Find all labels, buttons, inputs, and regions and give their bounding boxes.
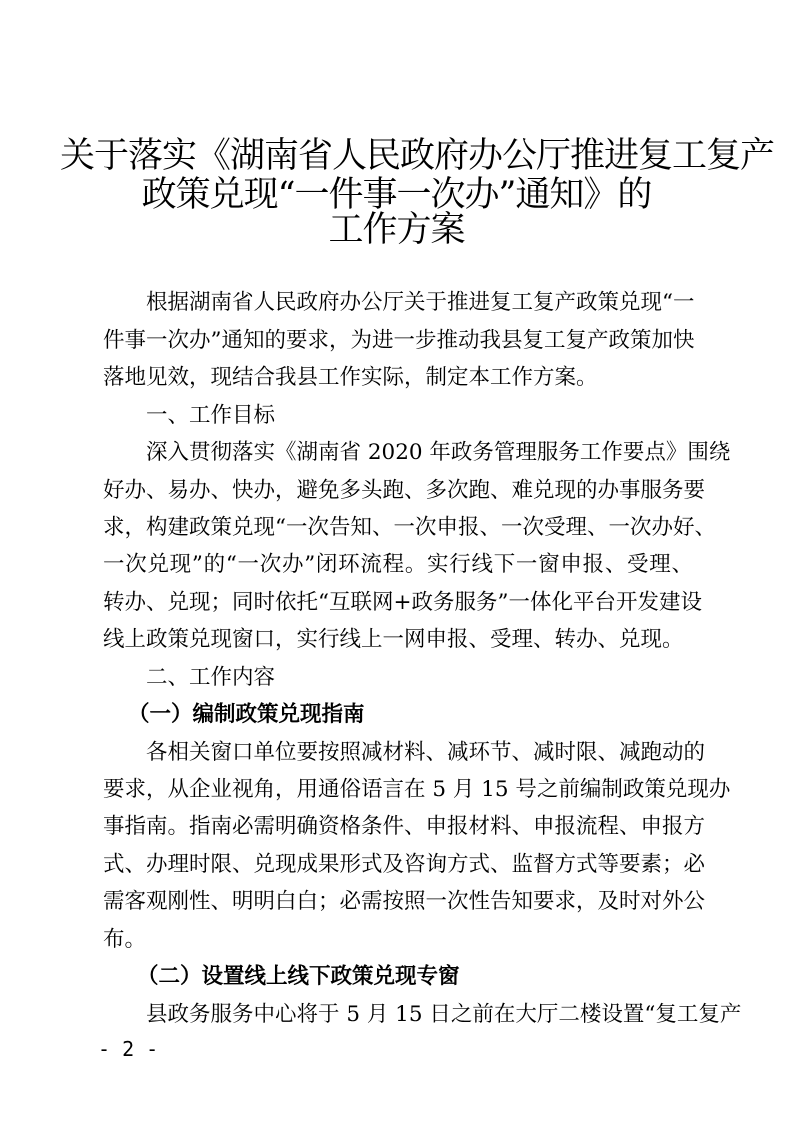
section-1-line: 一次兑现”的“一次办”闭环流程。实行线下一窗申报、受理、 bbox=[103, 552, 693, 577]
subsection-1-line: 各相关窗口单位要按照减材料、减环节、减时限、减跑动的 bbox=[146, 740, 706, 765]
document-title-line-1: 关于落实《湖南省人民政府办公厅推进复工复产 bbox=[60, 136, 775, 176]
section-1-line: 好办、易办、快办，避免多头跑、多次跑、难兑现的办事服务要 bbox=[103, 478, 706, 503]
subsection-2-line: 县政务服务中心将于 5 月 15 日之前在大厅二楼设置“复工复产 bbox=[146, 1002, 742, 1027]
intro-line: 件事一次办”通知的要求，为进一步推动我县复工复产政策加快 bbox=[103, 328, 695, 353]
section-1-line: 深入贯彻落实《湖南省 2020 年政务管理服务工作要点》围绕 bbox=[146, 440, 731, 465]
subsection-2-heading: （二）设置线上线下政策兑现专窗 bbox=[137, 964, 460, 989]
intro-line: 根据湖南省人民政府办公厅关于推进复工复产政策兑现“一 bbox=[146, 290, 695, 315]
document-title-line-2: 政策兑现“一件事一次办”通知》的 bbox=[141, 175, 652, 215]
section-2-heading: 二、工作内容 bbox=[146, 665, 276, 690]
subsection-1-line: 式、办理时限、兑现成果形式及咨询方式、监督方式等要素；必 bbox=[103, 852, 706, 877]
section-1-line: 线上政策兑现窗口，实行线上一网申报、受理、转办、兑现。 bbox=[103, 627, 684, 652]
section-1-line: 转办、兑现；同时依托“互联网+政务服务”一体化平台开发建设 bbox=[103, 590, 703, 615]
section-1-line: 求，构建政策兑现“一次告知、一次申报、一次受理、一次办好、 bbox=[103, 515, 716, 540]
subsection-1-line: 要求，从企业视角，用通俗语言在 5 月 15 号之前编制政策兑现办 bbox=[103, 777, 731, 802]
subsection-1-line: 事指南。指南必需明确资格条件、申报材料、申报流程、申报方 bbox=[103, 814, 706, 839]
subsection-1-heading: （一）编制政策兑现指南 bbox=[128, 702, 365, 727]
subsection-1-line: 布。 bbox=[103, 927, 147, 952]
page-number: - 2 - bbox=[98, 1037, 159, 1061]
subsection-1-line: 需客观刚性、明明白白；必需按照一次性告知要求，及时对外公 bbox=[103, 889, 706, 914]
section-1-heading: 一、工作目标 bbox=[146, 403, 276, 428]
intro-line: 落地见效，现结合我县工作实际，制定本工作方案。 bbox=[103, 365, 598, 390]
document-title-line-3: 工作方案 bbox=[328, 210, 465, 250]
